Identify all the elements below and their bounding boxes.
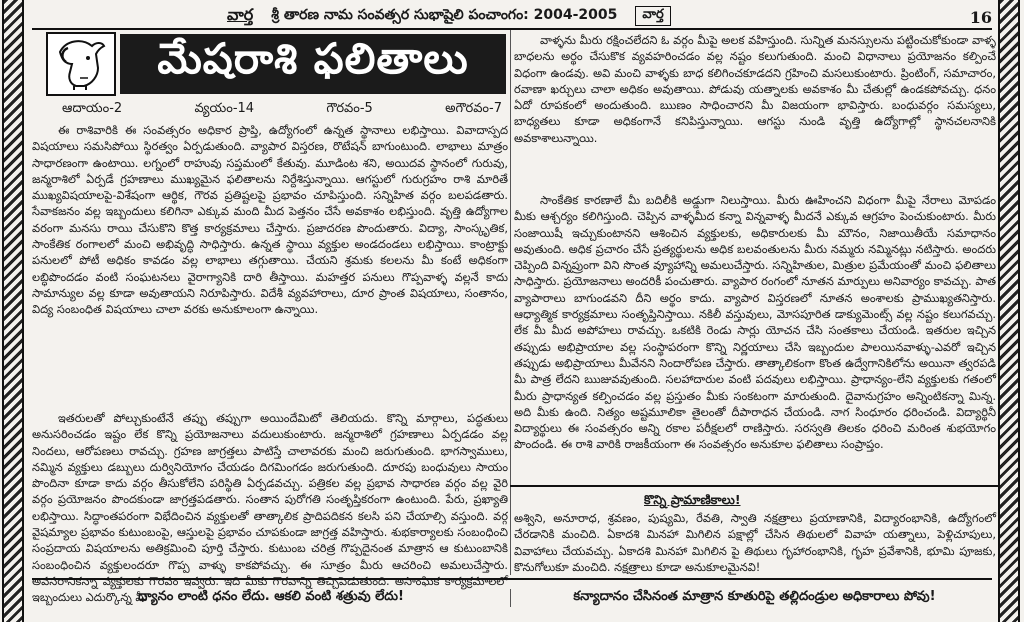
standards-box-title: కొన్ని ప్రామాణికాలు! xyxy=(644,492,741,507)
honour-stat: గౌరవం-5 xyxy=(326,101,373,116)
page-title: మేషరాశి ఫలితాలు xyxy=(120,34,506,94)
footer-strip xyxy=(32,578,992,616)
left-paragraph-1: ఈ రాశివారికి ఈ సంవత్సరం అధికార ప్రాప్తి, ఉద్యోగంలో ఉన్నత స్థానాలు లభిస్తాయి. వివాదాస్పద విషయాలు సమసిపోయి స్థిరత్వం ఏర్పడుతుంది. వ్యాపార విస్తరణ, రొటేషన్ బాగుంటుంది. లాభాలు మాత్రం సాధారణంగా ఉంటాయి. లగ్నంలో రాహువు సప్తమంలో కేతువు. మూడింట శని, అయిదవ స్థానంలో గురువు, జన్మరాశిలో ఏర్పడే గ్రహణాలు ముఖ్యమైన ఫలితాలను నిర్దేశిస్తున్నాయి. ఆగస్టులో గురుగ్రహం రాశి మారితే ముఖ్యవిషయాలపై-విశేషంగా ఆర్థిక, గౌరవ ప్రతిష్టలపై ప్రభావం చూపిస్తుంది. సన్నిహిత వర్గం బలపడతారు. సేవాకజనం వల్ల ఇబ్బందులు కలిగినా ఎక్కువ మంది మీద పెత్తనం చేసే అవకాశం లభిస్తుంది. వృత్తి ఉద్యోగాల వరంగా మనసు రాయి చేసుకొని కొత్త కార్యక్రమాలు చేస్తారు. ప్రజాదరణ పొందుతారు. విద్యా, సాంస్కృతిక, సాంకేతిక రంగాలలో మంచి అభివృద్ధి సాధిస్తారు. ఉన్నత స్థాయి వ్యక్తుల అండదండలు లభిస్తాయి. కాంట్రాక్టు పనులలో పోటీ అధికం కావడం వల్ల లాభాలు తగ్గుతాయి. చేయని శ్రమకు కలలను మీ కంటే అధికంగా లబ్ధిపొందడం వంటి సంఘటనలు వైరాగ్యానికి దారి తీస్తాయి. మహత్తర పనులు గొప్పవాళ్ళ వల్లనే కాదు సామాన్యుల వల్ల కూడా అవుతాయని నిరూపిస్తారు. విదేశీ వ్యవహారాలు, దూర ప్రాంత విషయాలు, సంతానం, విద్య సంబంధిత విషయాలు చాలా వరకు అనుకూలంగా ఉన్నాయి. xyxy=(32,123,508,317)
income-stat: ఆదాయం-2 xyxy=(62,101,123,116)
left-decorative-border xyxy=(2,0,24,622)
header-logo-right: వార్త xyxy=(635,6,670,26)
footer-quote-left: ధ్యానం లాంటి ధనం లేదు. ఆకలి వంటి శత్రువు లేదు! xyxy=(138,589,404,604)
right-column xyxy=(514,30,996,575)
page-number: 16 xyxy=(969,8,992,27)
footer-quote-right: కన్యాదానం చేసినంత మాత్రాన కూతురిపై తల్లిదండ్రుల అధికారాలు పోవు! xyxy=(510,589,992,607)
dishonour-stat: అగౌరవం-7 xyxy=(445,101,502,116)
right-paragraph-2: సాంకేతిక కారణాలే మీ బదిలీకి అడ్డుగా నిలుస్తాయి. మీరు ఊహించని విధంగా మీపై నేరాలు మోపడం మీకు ఆశ్చర్యం కలిగిస్తుంది. చెప్పిన వాళ్ళమీద కన్నా విన్నవాళ్ళ మీదనే ఎక్కువ ఆగ్రహం పెంచుకుంటారు. మీరు సంజాయిషీ ఇచ్చుకుంటానని ఆశించిన వ్యక్తులకు, అధికారులకు మీ మౌనం, నిజాయితీయే సమాధానం అవుతుంది. అధిక ప్రచారం చేసే ప్రత్యర్థులను అధిక బలవంతులను మీరు నమ్మరు నమ్మినట్లు నటిస్తారు. అందరు చెప్పింది విన్నప్రుంగా విని సొంత వ్యూహాన్ని అమలుచేస్తారు. సన్నిహితుల, మిత్రుల ప్రమేయంతో మంచి ఫలితాలు సాధిస్తారు. ప్రయోజనాలు అందరికీ పంచుతారు. వ్యాపార రంగంలో నూతన మార్పులు అనివార్యం కావచ్చు. పాత వ్యాపారాలు బాగుండవని దీని అర్థం కాదు. వ్యాపార విస్తరణలో నూతన అంశాలకు ప్రాముఖ్యతనిస్తారు. ఆధ్యాత్మిక కార్యక్రమాలు సంతృప్తినిస్తాయి. నకిలీ వస్తువులు, మోసపూరిత డాక్యుమెంట్స్ వల్ల నష్టం కలుగవచ్చు. లేక మీ మీద అపోహలు రావచ్చు. ఒకటికి రెండు సార్లు యోచన చేసి సంతకాలు చేయండి. ఇతరుల ఇచ్చిన తప్పుడు అభిప్రాయాల వల్ల సంస్థాపరంగా కొన్ని నిర్ణయాలు చేసి ఇబ్బందుల పాలయినవాళ్ళు-ఎవరో ఇచ్చిన తప్పుడు అభిప్రాయాలు మీవేనని నిందారోపణ చేస్తారు. తాత్కాలికంగా కొంత ఉద్వేగానికిలోను అయినా త్వరపడి మీ పాత్ర లేదని ఋజువవుతుంది. సలహాదారుల వంటి పదవులు లభిస్తాయి. ప్రాధాన్యం-లేని వ్యక్తులకు గతంలో మీరు ప్రాధాన్యత కల్పించడం వల్ల ప్రస్తుతం మీకు సంకటంగా మారుతుంది. దైవానుగ్రహం అన్నింటికన్నా మిన్న. అది మీకు ఉంది. నిత్యం అష్టమూలికా తైలంతో దీపారాధన చేయండి. నాగ సింధూరం ధరించండి. విద్యార్థినీ విద్యార్థులు ఈ సంవత్సరం అన్ని రకాల పరీక్షలలో రాణిస్తారు. సరస్వతి తిలకం ధరించి మరింత శుభయోగం పొందండి. ఈ రాశి వారికి రాజకీయంగా ఈ సంవత్సరం అనుకూల ఫలితాలు సంప్రాప్తం. xyxy=(514,193,996,452)
left-paragraph-2: ఇతరులతో పోల్చుకుంటేనే తప్పు తప్పుగా అయిందేమిటో తెలియదు. కొన్ని మార్గాలు, పద్ధతులు అనుసరించడం ఇష్టం లేక కొన్ని ప్రయోజనాలు వదులుకుంటారు. జన్మరాశిలో గ్రహణాలు ఏర్పడడం వల్ల నిందలు, ఆరోపణలు రావచ్చు. గ్రహణ జాగ్రత్తలు పాటిస్తే చాలావరకు మంచి జరుగుతుంది. భాగస్వాములు, నమ్మిన వ్యక్తులు డబ్బులు దుర్వినియోగం చేయడం దిగమింగడం జరుగుతుంది. దూరపు బంధువులు సాయం పొందినా కూడా కాదు వర్గం తీసుకోలేని పరిస్థితి ఏర్పడవచ్చు. పత్రికల వల్ల ప్రభావ సాధారణ వర్గం వల్ల వైరి వర్గం ప్రయోజనం పొందకుండా జాగ్రత్తపడతారు. సంతాన పురోగతి సంతృప్తికరంగా ఉంటుంది. పేరు, ప్రఖ్యాతి లభిస్తాయి. సిద్ధాంతపరంగా విభేదించిన వ్యక్తులతో తాత్కాలిక ప్రాదిపదికన కలసి పని చేయాల్సి వస్తుంది. వర్గ వైషమ్యాల ప్రభావం కుటుంబంపై, ఆస్తులపై ప్రభావం చూపకుండా జాగ్రత్త వహిస్తారు. శుభకార్యాలకు సంబంధించి సంప్రదాయ విషయాలను అతిక్రమించి పూర్తి చేస్తారు. కుటుంబ చరిత్ర గొప్పదైనంత మాత్రాన ఆ కుటుంబానికి సంబంధించిన వ్యక్తులందరూ గొప్ప వాళ్ళు కాకపోవచ్చు. ఈ సూత్రం మీరు ఆచరించి అమలుచేస్తారు. అవసరానికన్నా వ్యక్తులకు గౌరవం ఇవ్వరు. ఇది మీకు గౌరవాన్ని తెచ్చిపెడుతుంది. అసాంఘిక కార్యక్రమాలలో ఇబ్బందులు ఎదుర్కొన్న మీ xyxy=(32,411,508,605)
right-decorative-border xyxy=(998,0,1020,622)
header-strip xyxy=(32,4,992,30)
header-logo-left: వార్త xyxy=(227,4,254,24)
title-banner xyxy=(46,34,506,94)
stats-row xyxy=(62,98,502,122)
ram-icon xyxy=(46,32,116,96)
right-paragraph-1: వాళ్ళను మీరు రక్షించలేదని ఓ వర్గం మీపై అలక వహిస్తుంది. సున్నిత మనస్సులను పట్టించుకోకుండా వాళ్ళ బాధలను అర్థం చేసుకొక వ్యవహరించడం వల్ల నష్టం కలుగుతుంది. మంచి విధానాలు ప్రయోజనం కల్పించే విధంగా ఉండవు. అవి మంచి వాళ్ళకు బాధ కలిగించకూడదని గ్రహించి మసలుకుంటారు. ప్రింటింగ్, సమాచారం, రవాణా ఖర్చులు చాలా అధికం అవుతాయి. పోడువు యత్నాలకు అవకాశం మీ చేతుల్లో ఉండకపోవచ్చు. ధనం ఏదో రూపకంలో అందుతుంది. ఋణం సాధించారని మీ విజయంగా భావిస్తారు. బంధువర్గం సమస్యలు, బాధ్యతలు కూడా అధికంగానే కనిపిస్తున్నాయి. ఆగస్టు నుండి వృత్తి ఉద్యోగాల్లో స్థానచలనానికి అవకాశాలున్నాయి. xyxy=(514,33,996,145)
expense-stat: వ్యయం-14 xyxy=(194,101,255,116)
standards-box-text: అశ్విని, అనూరాధ, శ్రవణం, పుష్యమి, రేవతి, స్వాతి నక్షత్రాలు ప్రయాణానికి, విద్యారంభానికి, ఉద్యోగంలో చేరడానికి మంచిది. ఏకాదశి మినహా మిగిలిన పక్షాల్లో చేసిన తిథులలో వివాహ యత్నాలు, పెళ్లిచూపులు, వివాహాలు చేయవచ్చు. ఏకాదశి మినహా మిగిలిన పై తిథులు గృహారంభానికి, గృహ ప్రవేశానికి, భూమి పూజకు, కొనుగోలుకూ మంచిది. నక్షత్రాలు కూడా అనుకూలమైనవి! xyxy=(514,511,996,574)
header-title: శ్రీ తారణ నామ సంవత్సర సుభాషైలి పంచాంగం: 2004-2005 xyxy=(271,6,618,23)
